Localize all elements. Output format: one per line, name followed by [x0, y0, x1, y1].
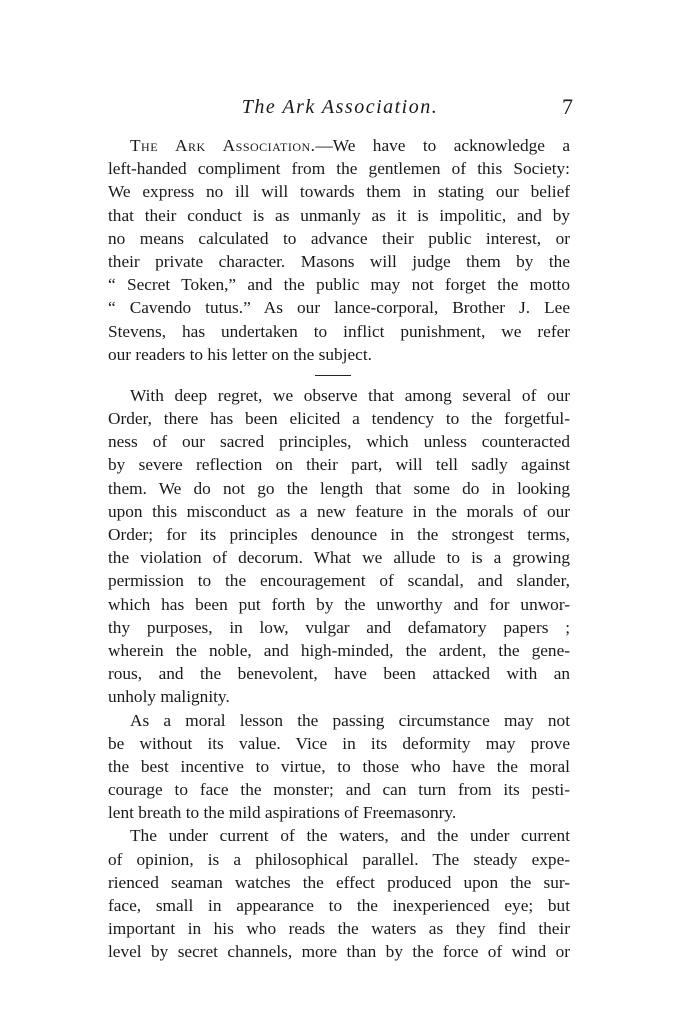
text-line: the violation of decorum. What we allude to is a growing: [108, 548, 570, 568]
body-text: [108, 134, 570, 964]
text-line: courage to face the monster; and can turn from its pesti-: [108, 780, 570, 800]
text-line: The under current of the waters, and the under current: [130, 826, 570, 846]
text-line: no means calculated to advance their public interest, or: [108, 228, 570, 248]
paragraph-deep-regret: [108, 384, 570, 709]
text-line: the best incentive to virtue, to those who have the moral: [108, 756, 570, 776]
text-line: level by secret channels, more than by the force of wind or: [108, 942, 570, 962]
text-line: rienced seaman watches the effect produced upon the sur-: [108, 872, 570, 892]
text-line: “ Secret Token,” and the public may not forget the motto: [108, 275, 570, 295]
text-line: be without its value. Vice in its deformity may prove: [108, 733, 570, 753]
text-line: permission to the encouragement of scandal, and slander,: [108, 571, 570, 591]
paragraph-moral-lesson: [108, 709, 570, 825]
text-line: upon this misconduct as a new feature in the morals of our: [108, 501, 570, 521]
text-line: With deep regret, we observe that among several of our: [130, 385, 570, 405]
text-line: thy purposes, in low, vulgar and defamatory papers ;: [108, 617, 570, 637]
text-line: The Ark Association.—We have to acknowledge a: [130, 136, 571, 155]
paragraph-lead: The Ark Association.: [130, 136, 316, 155]
text-line: of opinion, is a philosophical parallel. The steady expe-: [108, 849, 570, 869]
text-line: unholy malignity.: [108, 687, 230, 707]
text-line: “ Cavendo tutus.” As our lance-corporal, Brother J. Lee: [108, 298, 570, 318]
text-line: lent breath to the mild aspirations of Freemasonry.: [108, 803, 457, 823]
text-line: rous, and the benevolent, have been attacked with an: [108, 664, 570, 684]
text-line: wherein the noble, and high-minded, the ardent, the gene-: [108, 640, 570, 660]
text-line: that their conduct is as unmanly as it is impolitic, and by: [108, 205, 570, 225]
text-line: which has been put forth by the unworthy and for unwor-: [108, 594, 570, 614]
text-line: ness of our sacred principles, which unless counteracted: [108, 432, 570, 452]
text-line: by severe reflection on their part, will tell sadly against: [108, 455, 570, 475]
page-number: 7: [562, 94, 573, 119]
running-title: The Ark Association.: [241, 96, 439, 118]
paragraph-ark-association: [108, 134, 570, 366]
text-line: As a moral lesson the passing circumstance may not: [130, 710, 570, 730]
text-line: Stevens, has undertaken to inflict punishment, we refer: [108, 321, 570, 341]
text-line: left-handed compliment from the gentlemen of this Society:: [108, 159, 570, 179]
text-line: face, small in appearance to the inexperienced eye; but: [108, 896, 570, 915]
text-line: their private character. Masons will judge them by the: [108, 251, 570, 271]
text-line: We express no ill will towards them in stating our belief: [108, 182, 570, 202]
text-line: them. We do not go the length that some do in looking: [108, 478, 570, 498]
section-divider: [315, 375, 351, 376]
paragraph-under-current: [108, 824, 570, 963]
text-line: important in his who reads the waters as they find their: [108, 919, 570, 939]
text-line: Order; for its principles denounce in the strongest terms,: [108, 525, 570, 544]
text-line: Order, there has been elicited a tendency to the forgetful-: [108, 409, 570, 429]
page-header: [107, 96, 573, 126]
text-line: our readers to his letter on the subject.: [108, 344, 372, 364]
